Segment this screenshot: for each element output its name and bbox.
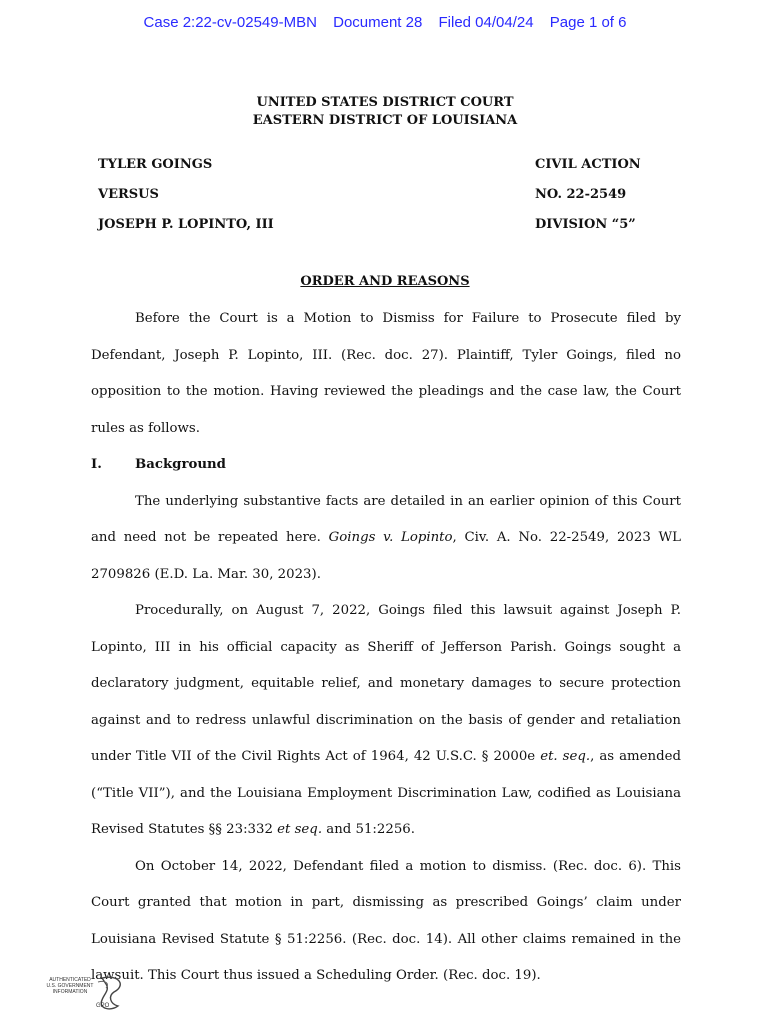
motion-paragraph: On October 14, 2022, Defendant filed a motion to dismiss. (Rec. doc. 6). This Court granted that motion in part, dismissing as prescribed Goings’ claim under Louisiana Revised Statute § 51:2256. (Rec. doc. 14). All other claims remained in the lawsuit. This Court thus issued a Scheduling Order. (Rec. doc. 19). — [91, 858, 681, 983]
background-text-2: , Civ. A. No. 22-2549, 2023 WL 2709826 (E.D. La. Mar. 30, 2023). — [91, 530, 682, 582]
court-heading — [0, 94, 770, 130]
section-heading — [91, 447, 681, 484]
et-seq-2: et seq. — [277, 822, 323, 837]
defendant-name: JOSEPH P. LOPINTO, III — [98, 217, 274, 232]
et-seq-1: et. seq. — [540, 749, 591, 764]
procedural-text-1: Procedurally, on August 7, 2022, Goings filed this lawsuit against Joseph P. Lopinto, III in his official capacity as Sheriff of Jefferson Parish. Goings sought a declaratory judgment, equitable relief, and monetary damages to secure protection against and to redress unlawful discrimination on the basis of gender and retaliation under Title VII of the Civil Rights Act of 1964, 42 U.S.C. § 2000e — [91, 603, 681, 764]
seal-line-2: U.S. GOVERNMENT — [46, 983, 94, 989]
background-text-1: The underlying substantive facts are detailed in an earlier opinion of this Court and need not be repeated here. — [91, 493, 681, 545]
ecf-header — [0, 14, 770, 31]
court-name: UNITED STATES DISTRICT COURT — [256, 95, 514, 110]
procedural-paragraph — [91, 593, 681, 849]
filed-date: Filed 04/04/24 — [438, 14, 534, 31]
procedural-text-2: , as amended (“Title VII”), and the Louisiana Employment Discrimination Law, codified as Louisiana Revised Statutes §§ 23:332 — [91, 749, 681, 837]
civil-action-label: CIVIL ACTION — [535, 157, 641, 172]
versus-label: VERSUS — [98, 187, 159, 202]
document-title: ORDER AND REASONS — [300, 274, 470, 289]
seal-mark: GPO — [96, 1003, 110, 1009]
page-indicator: Page 1 of 6 — [549, 14, 627, 31]
section-title: Background — [135, 457, 226, 472]
seal-line-1: AUTHENTICATED — [49, 977, 91, 983]
plaintiff-name: TYLER GOINGS — [98, 157, 213, 172]
document-number: Document 28 — [333, 14, 423, 31]
case-number: Case 2:22-cv-02549-MBN — [143, 14, 317, 31]
gpo-authentication-seal — [44, 972, 128, 1016]
seal-line-3: INFORMATION — [52, 989, 88, 995]
intro-paragraph: Before the Court is a Motion to Dismiss for Failure to Prosecute filed by Defendant, Joseph P. Lopinto, III. (Rec. doc. 27). Plaintiff, Tyler Goings, filed no opposition to the motion. Having reviewed the pleadings and the case law, the Court rules as follows. — [91, 311, 681, 436]
opinion-body — [91, 301, 681, 995]
section-number: I. — [91, 457, 102, 472]
division-label: DIVISION “5” — [535, 217, 636, 232]
docket-number: NO. 22-2549 — [535, 187, 627, 202]
case-citation: Goings v. Lopinto — [328, 530, 453, 545]
district-name: EASTERN DISTRICT OF LOUISIANA — [252, 113, 518, 128]
procedural-text-3: and 51:2256. — [322, 822, 415, 837]
background-paragraph — [91, 484, 681, 594]
gpo-eagle-icon — [44, 972, 128, 1016]
